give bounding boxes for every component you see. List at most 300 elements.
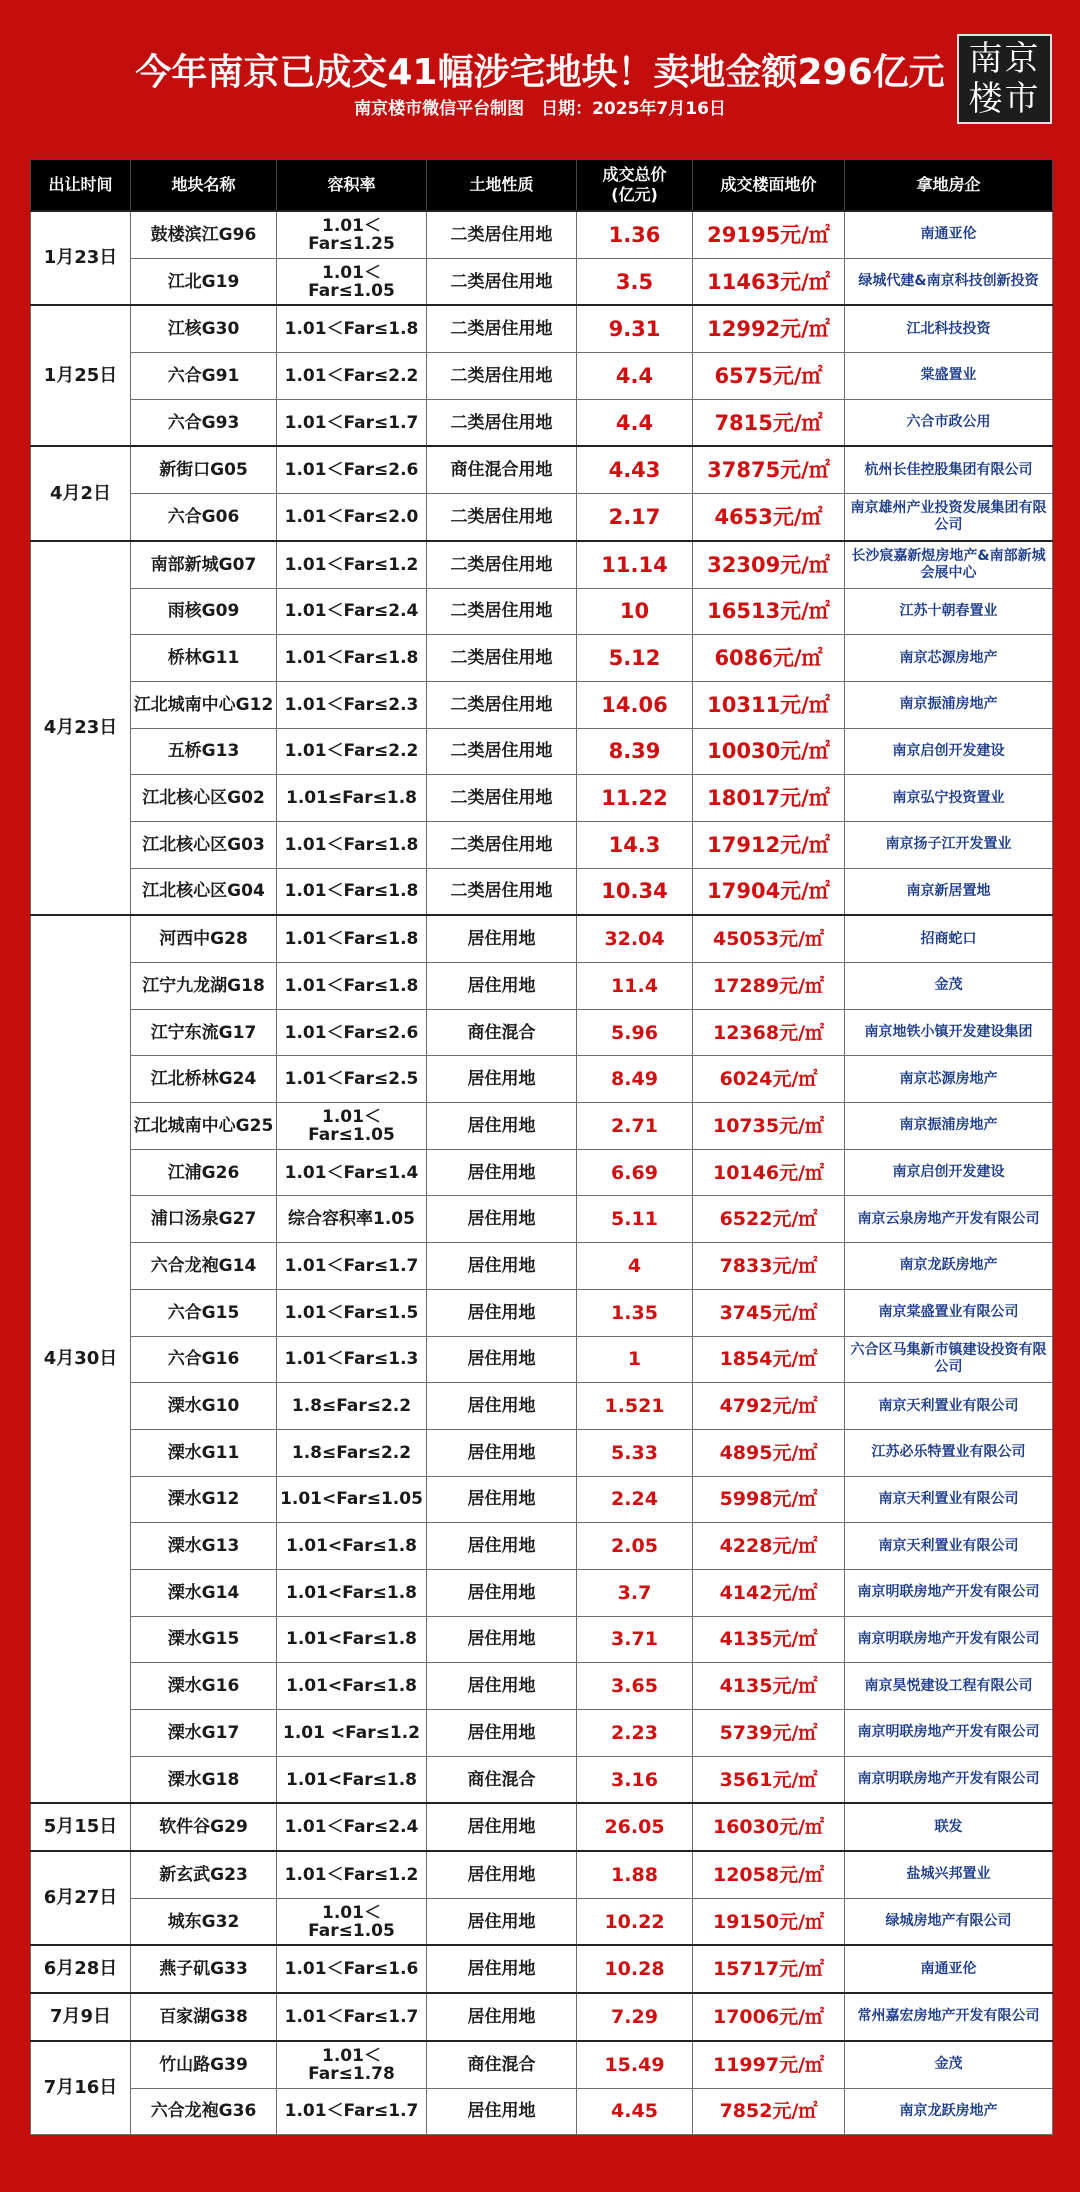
total-price-cell: 3.65	[577, 1663, 693, 1710]
far-cell: 1.01＜Far≤1.4	[277, 1149, 427, 1196]
far-cell: 1.01＜Far≤1.7	[277, 1993, 427, 2041]
table-row	[31, 635, 1053, 682]
total-price-cell: 2.24	[577, 1476, 693, 1523]
land-name-cell: 五桥G13	[131, 728, 277, 775]
land-name-cell: 新街口G05	[131, 446, 277, 493]
land-nature-cell: 居住用地	[427, 963, 577, 1010]
land-name-cell: 溧水G18	[131, 1756, 277, 1803]
table-row	[31, 211, 1053, 258]
table-body	[31, 211, 1053, 2135]
far-cell: 1.01＜Far≤2.6	[277, 446, 427, 493]
unit-price-cell: 12992元/㎡	[693, 305, 845, 352]
total-price-cell: 5.96	[577, 1009, 693, 1056]
far-cell: 1.01≤Far≤1.8	[277, 775, 427, 822]
land-nature-cell: 居住用地	[427, 1336, 577, 1383]
date-cell: 6月27日	[31, 1851, 131, 1945]
far-cell: 1.01＜Far≤1.7	[277, 2088, 427, 2135]
land-nature-cell: 二类居住用地	[427, 541, 577, 588]
buyer-cell: 金茂	[845, 963, 1053, 1010]
total-price-cell: 2.71	[577, 1103, 693, 1150]
buyer-cell: 南京天利置业有限公司	[845, 1523, 1053, 1570]
table-row	[31, 2088, 1053, 2135]
table-row	[31, 1289, 1053, 1336]
unit-price-cell: 4228元/㎡	[693, 1523, 845, 1570]
unit-price-cell: 37875元/㎡	[693, 446, 845, 493]
land-name-cell: 江北G19	[131, 258, 277, 305]
total-price-cell: 11.14	[577, 541, 693, 588]
unit-price-cell: 17006元/㎡	[693, 1993, 845, 2041]
land-nature-cell: 二类居住用地	[427, 775, 577, 822]
far-cell: 1.01<Far≤1.8	[277, 1523, 427, 1570]
land-nature-cell: 二类居住用地	[427, 353, 577, 400]
total-price-cell: 26.05	[577, 1803, 693, 1851]
table-row	[31, 1663, 1053, 1710]
far-cell: 1.01＜Far≤1.2	[277, 541, 427, 588]
table-row	[31, 258, 1053, 305]
land-name-cell: 溧水G10	[131, 1383, 277, 1430]
unit-price-cell: 12368元/㎡	[693, 1009, 845, 1056]
far-cell: 1.01＜Far≤2.5	[277, 1056, 427, 1103]
unit-price-cell: 17289元/㎡	[693, 963, 845, 1010]
total-price-cell: 4.43	[577, 446, 693, 493]
total-price-cell: 1.88	[577, 1851, 693, 1898]
total-price-cell: 2.23	[577, 1710, 693, 1757]
far-cell: 1.01<Far≤1.05	[277, 1476, 427, 1523]
table-row	[31, 1383, 1053, 1430]
land-sales-table	[30, 159, 1053, 2135]
header-total	[577, 160, 693, 212]
unit-price-cell: 7815元/㎡	[693, 399, 845, 446]
table-header-row	[31, 160, 1053, 212]
unit-price-cell: 18017元/㎡	[693, 775, 845, 822]
total-price-cell: 1.521	[577, 1383, 693, 1430]
unit-price-cell: 4895元/㎡	[693, 1429, 845, 1476]
land-name-cell: 燕子矶G33	[131, 1945, 277, 1993]
land-nature-cell: 居住用地	[427, 1056, 577, 1103]
total-price-cell: 2.17	[577, 494, 693, 541]
unit-price-cell: 19150元/㎡	[693, 1898, 845, 1945]
far-cell: 1.01＜Far≤1.25	[277, 211, 427, 258]
unit-price-cell: 4142元/㎡	[693, 1569, 845, 1616]
table-row	[31, 541, 1053, 588]
land-nature-cell: 商住混合用地	[427, 446, 577, 493]
land-nature-cell: 商住混合	[427, 2041, 577, 2088]
table-row	[31, 2041, 1053, 2088]
far-cell: 1.01＜Far≤2.4	[277, 588, 427, 635]
land-nature-cell: 居住用地	[427, 1103, 577, 1150]
table-row	[31, 1756, 1053, 1803]
unit-price-cell: 6522元/㎡	[693, 1196, 845, 1243]
land-nature-cell: 居住用地	[427, 2088, 577, 2135]
land-nature-cell: 居住用地	[427, 1569, 577, 1616]
unit-price-cell: 11997元/㎡	[693, 2041, 845, 2088]
buyer-cell: 六合市政公用	[845, 399, 1053, 446]
land-name-cell: 六合G16	[131, 1336, 277, 1383]
header-total-unit: (亿元)	[611, 185, 658, 204]
buyer-cell: 南京芯源房地产	[845, 1056, 1053, 1103]
buyer-cell: 南京启创开发建设	[845, 728, 1053, 775]
buyer-cell: 江苏必乐特置业有限公司	[845, 1429, 1053, 1476]
land-name-cell: 江宁九龙湖G18	[131, 963, 277, 1010]
far-cell: 综合容积率1.05	[277, 1196, 427, 1243]
buyer-cell: 盐城兴邦置业	[845, 1851, 1053, 1898]
far-cell: 1.01＜Far≤1.7	[277, 1243, 427, 1290]
total-price-cell: 3.71	[577, 1616, 693, 1663]
table-row	[31, 775, 1053, 822]
far-cell: 1.01＜Far≤1.05	[277, 1898, 427, 1945]
table-row	[31, 1803, 1053, 1851]
far-cell: 1.01＜Far≤1.3	[277, 1336, 427, 1383]
date-cell: 7月16日	[31, 2041, 131, 2135]
land-nature-cell: 居住用地	[427, 1803, 577, 1851]
table-row	[31, 1476, 1053, 1523]
land-nature-cell: 居住用地	[427, 915, 577, 962]
far-cell: 1.01＜Far≤2.3	[277, 681, 427, 728]
land-nature-cell: 居住用地	[427, 1710, 577, 1757]
buyer-cell: 南京启创开发建设	[845, 1149, 1053, 1196]
date-cell: 5月15日	[31, 1803, 131, 1851]
buyer-cell: 南京新居置地	[845, 868, 1053, 915]
land-name-cell: 溧水G15	[131, 1616, 277, 1663]
table-row	[31, 1103, 1053, 1150]
far-cell: 1.01 <Far≤1.2	[277, 1710, 427, 1757]
date-cell: 1月25日	[31, 305, 131, 446]
land-nature-cell: 居住用地	[427, 1523, 577, 1570]
header-date: 出让时间	[31, 160, 131, 212]
total-price-cell: 3.7	[577, 1569, 693, 1616]
buyer-cell: 绿城代建&南京科技创新投资	[845, 258, 1053, 305]
land-name-cell: 溧水G16	[131, 1663, 277, 1710]
far-cell: 1.01＜Far≤1.05	[277, 1103, 427, 1150]
total-price-cell: 4.4	[577, 353, 693, 400]
land-name-cell: 软件谷G29	[131, 1803, 277, 1851]
table-row	[31, 1993, 1053, 2041]
total-price-cell: 4	[577, 1243, 693, 1290]
brand-logo	[957, 34, 1052, 124]
buyer-cell: 南京振浦房地产	[845, 681, 1053, 728]
unit-price-cell: 4792元/㎡	[693, 1383, 845, 1430]
far-cell: 1.01<Far≤1.8	[277, 1616, 427, 1663]
land-name-cell: 江北核心区G03	[131, 821, 277, 868]
land-nature-cell: 居住用地	[427, 1383, 577, 1430]
total-price-cell: 9.31	[577, 305, 693, 352]
header	[0, 0, 1080, 158]
date-cell: 4月2日	[31, 446, 131, 540]
land-nature-cell: 二类居住用地	[427, 728, 577, 775]
land-nature-cell: 二类居住用地	[427, 821, 577, 868]
total-price-cell: 15.49	[577, 2041, 693, 2088]
buyer-cell: 南京昊悦建设工程有限公司	[845, 1663, 1053, 1710]
land-name-cell: 溧水G17	[131, 1710, 277, 1757]
far-cell: 1.01<Far≤1.8	[277, 1663, 427, 1710]
far-cell: 1.01＜Far≤1.8	[277, 915, 427, 962]
page-subtitle: 南京楼市微信平台制图 日期：2025年7月16日	[354, 99, 726, 119]
land-name-cell: 江北核心区G04	[131, 868, 277, 915]
far-cell: 1.01＜Far≤2.2	[277, 728, 427, 775]
land-name-cell: 鼓楼滨江G96	[131, 211, 277, 258]
land-name-cell: 江核G30	[131, 305, 277, 352]
table-row	[31, 1569, 1053, 1616]
land-name-cell: 六合龙袍G14	[131, 1243, 277, 1290]
buyer-cell: 南京天利置业有限公司	[845, 1383, 1053, 1430]
total-price-cell: 5.33	[577, 1429, 693, 1476]
land-name-cell: 六合G93	[131, 399, 277, 446]
far-cell: 1.01＜Far≤1.5	[277, 1289, 427, 1336]
table-row	[31, 868, 1053, 915]
page-title: 今年南京已成交41幅涉宅地块！卖地金额296亿元	[135, 52, 945, 93]
unit-price-cell: 10146元/㎡	[693, 1149, 845, 1196]
land-nature-cell: 二类居住用地	[427, 494, 577, 541]
far-cell: 1.8≤Far≤2.2	[277, 1383, 427, 1430]
total-price-cell: 8.49	[577, 1056, 693, 1103]
buyer-cell: 南京芯源房地产	[845, 635, 1053, 682]
unit-price-cell: 12058元/㎡	[693, 1851, 845, 1898]
buyer-cell: 联发	[845, 1803, 1053, 1851]
land-name-cell: 六合G91	[131, 353, 277, 400]
unit-price-cell: 17912元/㎡	[693, 821, 845, 868]
far-cell: 1.01＜Far≤1.8	[277, 635, 427, 682]
unit-price-cell: 6086元/㎡	[693, 635, 845, 682]
table-row	[31, 728, 1053, 775]
unit-price-cell: 11463元/㎡	[693, 258, 845, 305]
unit-price-cell: 5998元/㎡	[693, 1476, 845, 1523]
land-name-cell: 溧水G14	[131, 1569, 277, 1616]
land-nature-cell: 二类居住用地	[427, 588, 577, 635]
table-row	[31, 399, 1053, 446]
land-nature-cell: 居住用地	[427, 1196, 577, 1243]
table-row	[31, 1523, 1053, 1570]
land-nature-cell: 二类居住用地	[427, 635, 577, 682]
land-nature-cell: 居住用地	[427, 1898, 577, 1945]
buyer-cell: 绿城房地产有限公司	[845, 1898, 1053, 1945]
buyer-cell: 南京振浦房地产	[845, 1103, 1053, 1150]
unit-price-cell: 32309元/㎡	[693, 541, 845, 588]
table-row	[31, 446, 1053, 493]
table-row	[31, 305, 1053, 352]
total-price-cell: 3.5	[577, 258, 693, 305]
land-name-cell: 浦口汤泉G27	[131, 1196, 277, 1243]
land-name-cell: 百家湖G38	[131, 1993, 277, 2041]
logo-line-2: 楼市	[968, 79, 1041, 119]
unit-price-cell: 6575元/㎡	[693, 353, 845, 400]
far-cell: 1.01＜Far≤1.78	[277, 2041, 427, 2088]
table-row	[31, 915, 1053, 962]
buyer-cell: 招商蛇口	[845, 915, 1053, 962]
total-price-cell: 2.05	[577, 1523, 693, 1570]
land-name-cell: 江北城南中心G12	[131, 681, 277, 728]
land-nature-cell: 居住用地	[427, 1851, 577, 1898]
land-nature-cell: 二类居住用地	[427, 399, 577, 446]
total-price-cell: 4.4	[577, 399, 693, 446]
header-total-label: 成交总价	[602, 165, 667, 184]
table-row	[31, 1616, 1053, 1663]
land-name-cell: 江宁东流G17	[131, 1009, 277, 1056]
land-name-cell: 江北城南中心G25	[131, 1103, 277, 1150]
land-nature-cell: 二类居住用地	[427, 305, 577, 352]
unit-price-cell: 4135元/㎡	[693, 1616, 845, 1663]
unit-price-cell: 29195元/㎡	[693, 211, 845, 258]
logo-line-1: 南京	[968, 39, 1041, 79]
land-name-cell: 新玄武G23	[131, 1851, 277, 1898]
land-name-cell: 六合G15	[131, 1289, 277, 1336]
far-cell: 1.01＜Far≤2.2	[277, 353, 427, 400]
total-price-cell: 3.16	[577, 1756, 693, 1803]
table-row	[31, 1243, 1053, 1290]
total-price-cell: 10.34	[577, 868, 693, 915]
header-nature: 土地性质	[427, 160, 577, 212]
buyer-cell: 南通亚伦	[845, 1945, 1053, 1993]
total-price-cell: 10.22	[577, 1898, 693, 1945]
buyer-cell: 金茂	[845, 2041, 1053, 2088]
buyer-cell: 南京明联房地产开发有限公司	[845, 1710, 1053, 1757]
land-name-cell: 溧水G12	[131, 1476, 277, 1523]
land-name-cell: 雨核G09	[131, 588, 277, 635]
buyer-cell: 南京棠盛置业有限公司	[845, 1289, 1053, 1336]
date-cell: 1月23日	[31, 211, 131, 305]
total-price-cell: 8.39	[577, 728, 693, 775]
date-cell: 4月23日	[31, 541, 131, 916]
land-nature-cell: 商住混合	[427, 1009, 577, 1056]
land-name-cell: 桥林G11	[131, 635, 277, 682]
table-row	[31, 1196, 1053, 1243]
buyer-cell: 南京弘宁投资置业	[845, 775, 1053, 822]
unit-price-cell: 17904元/㎡	[693, 868, 845, 915]
land-name-cell: 溧水G11	[131, 1429, 277, 1476]
land-nature-cell: 居住用地	[427, 1616, 577, 1663]
unit-price-cell: 7852元/㎡	[693, 2088, 845, 2135]
total-price-cell: 1	[577, 1336, 693, 1383]
far-cell: 1.01＜Far≤1.6	[277, 1945, 427, 1993]
far-cell: 1.01＜Far≤1.2	[277, 1851, 427, 1898]
buyer-cell: 南京龙跃房地产	[845, 1243, 1053, 1290]
buyer-cell: 六合区马集新市镇建设投资有限公司	[845, 1336, 1053, 1383]
unit-price-cell: 10311元/㎡	[693, 681, 845, 728]
table-row	[31, 494, 1053, 541]
land-name-cell: 六合G06	[131, 494, 277, 541]
far-cell: 1.01＜Far≤1.7	[277, 399, 427, 446]
land-name-cell: 江北桥林G24	[131, 1056, 277, 1103]
table-row	[31, 1945, 1053, 1993]
buyer-cell: 杭州长佳控股集团有限公司	[845, 446, 1053, 493]
total-price-cell: 10.28	[577, 1945, 693, 1993]
header-far: 容积率	[277, 160, 427, 212]
far-cell: 1.01＜Far≤1.8	[277, 868, 427, 915]
total-price-cell: 32.04	[577, 915, 693, 962]
table-row	[31, 1009, 1053, 1056]
buyer-cell: 南京明联房地产开发有限公司	[845, 1616, 1053, 1663]
land-nature-cell: 商住混合	[427, 1756, 577, 1803]
far-cell: 1.01＜Far≤1.8	[277, 963, 427, 1010]
buyer-cell: 棠盛置业	[845, 353, 1053, 400]
land-nature-cell: 居住用地	[427, 1945, 577, 1993]
unit-price-cell: 5739元/㎡	[693, 1710, 845, 1757]
total-price-cell: 6.69	[577, 1149, 693, 1196]
unit-price-cell: 6024元/㎡	[693, 1056, 845, 1103]
unit-price-cell: 15717元/㎡	[693, 1945, 845, 1993]
date-cell: 6月28日	[31, 1945, 131, 1993]
table-row	[31, 588, 1053, 635]
buyer-cell: 常州嘉宏房地产开发有限公司	[845, 1993, 1053, 2041]
buyer-cell: 南京云泉房地产开发有限公司	[845, 1196, 1053, 1243]
total-price-cell: 11.4	[577, 963, 693, 1010]
land-nature-cell: 二类居住用地	[427, 681, 577, 728]
date-cell: 7月9日	[31, 1993, 131, 2041]
total-price-cell: 7.29	[577, 1993, 693, 2041]
table-row	[31, 1149, 1053, 1196]
land-nature-cell: 居住用地	[427, 1663, 577, 1710]
unit-price-cell: 10030元/㎡	[693, 728, 845, 775]
land-name-cell: 溧水G13	[131, 1523, 277, 1570]
total-price-cell: 11.22	[577, 775, 693, 822]
total-price-cell: 10	[577, 588, 693, 635]
total-price-cell: 1.35	[577, 1289, 693, 1336]
total-price-cell: 1.36	[577, 211, 693, 258]
buyer-cell: 南京明联房地产开发有限公司	[845, 1569, 1053, 1616]
far-cell: 1.01＜Far≤1.05	[277, 258, 427, 305]
table-row	[31, 821, 1053, 868]
far-cell: 1.01＜Far≤2.0	[277, 494, 427, 541]
table-row	[31, 963, 1053, 1010]
unit-price-cell: 3561元/㎡	[693, 1756, 845, 1803]
buyer-cell: 南京龙跃房地产	[845, 2088, 1053, 2135]
buyer-cell: 南京明联房地产开发有限公司	[845, 1756, 1053, 1803]
land-nature-cell: 居住用地	[427, 1993, 577, 2041]
land-name-cell: 竹山路G39	[131, 2041, 277, 2088]
total-price-cell: 5.12	[577, 635, 693, 682]
land-nature-cell: 居住用地	[427, 1243, 577, 1290]
land-sales-table-wrapper	[30, 159, 1052, 2135]
buyer-cell: 长沙宸嘉新煜房地产&南部新城会展中心	[845, 541, 1053, 588]
unit-price-cell: 16030元/㎡	[693, 1803, 845, 1851]
buyer-cell: 南京扬子江开发置业	[845, 821, 1053, 868]
far-cell: 1.8≤Far≤2.2	[277, 1429, 427, 1476]
land-nature-cell: 居住用地	[427, 1149, 577, 1196]
far-cell: 1.01＜Far≤2.6	[277, 1009, 427, 1056]
buyer-cell: 江苏十朝春置业	[845, 588, 1053, 635]
buyer-cell: 南京天利置业有限公司	[845, 1476, 1053, 1523]
total-price-cell: 14.06	[577, 681, 693, 728]
unit-price-cell: 10735元/㎡	[693, 1103, 845, 1150]
land-name-cell: 南部新城G07	[131, 541, 277, 588]
header-name: 地块名称	[131, 160, 277, 212]
buyer-cell: 江北科技投资	[845, 305, 1053, 352]
total-price-cell: 5.11	[577, 1196, 693, 1243]
land-name-cell: 城东G32	[131, 1898, 277, 1945]
total-price-cell: 14.3	[577, 821, 693, 868]
far-cell: 1.01<Far≤1.8	[277, 1569, 427, 1616]
table-row	[31, 1898, 1053, 1945]
table-row	[31, 681, 1053, 728]
land-name-cell: 河西中G28	[131, 915, 277, 962]
unit-price-cell: 1854元/㎡	[693, 1336, 845, 1383]
header-buyer: 拿地房企	[845, 160, 1053, 212]
land-nature-cell: 二类居住用地	[427, 258, 577, 305]
unit-price-cell: 45053元/㎡	[693, 915, 845, 962]
table-row	[31, 1056, 1053, 1103]
total-price-cell: 4.45	[577, 2088, 693, 2135]
date-cell: 4月30日	[31, 915, 131, 1803]
table-row	[31, 1429, 1053, 1476]
far-cell: 1.01<Far≤1.8	[277, 1756, 427, 1803]
land-nature-cell: 居住用地	[427, 1289, 577, 1336]
far-cell: 1.01＜Far≤1.8	[277, 305, 427, 352]
land-name-cell: 六合龙袍G36	[131, 2088, 277, 2135]
land-nature-cell: 二类居住用地	[427, 211, 577, 258]
table-row	[31, 1710, 1053, 1757]
unit-price-cell: 7833元/㎡	[693, 1243, 845, 1290]
unit-price-cell: 4653元/㎡	[693, 494, 845, 541]
land-nature-cell: 二类居住用地	[427, 868, 577, 915]
